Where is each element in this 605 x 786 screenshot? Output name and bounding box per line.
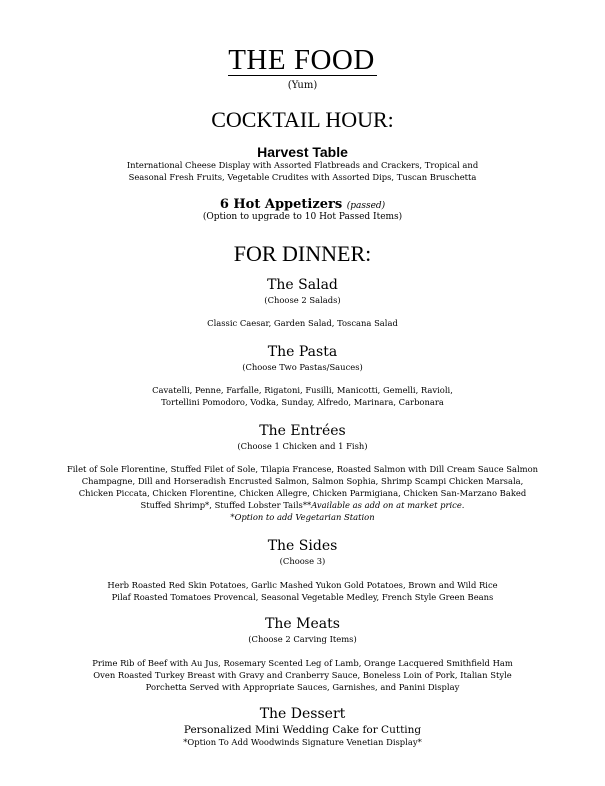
- meats-line-1: Prime Rib of Beef with Au Jus, Rosemary Scented Leg of Lamb, Orange Lacquered Smithfield Ham: [92, 658, 513, 668]
- entrees-line-2: Champagne, Dill and Horseradish Encrusted Salmon, Salmon Sophia, Shrimp Scampi Chicken Marsala,: [81, 476, 524, 486]
- dinner-heading: FOR DINNER:: [233, 241, 372, 266]
- salad-items: Classic Caesar, Garden Salad, Toscana Salad: [207, 318, 398, 328]
- salad-title: The Salad: [267, 277, 338, 293]
- page-title: [0, 44, 605, 77]
- entrees-line-3: Chicken Piccata, Chicken Florentine, Chicken Allegre, Chicken Parmigiana, Chicken San-Marzano Baked: [78, 488, 527, 498]
- entrees-market-note: *Available as add on at market price.: [307, 500, 465, 510]
- harvest-line-1: International Cheese Display with Assorted Flatbreads and Crackers, Tropical and: [126, 160, 479, 170]
- cocktail-heading: COCKTAIL HOUR:: [211, 107, 394, 132]
- meats-title: The Meats: [265, 616, 340, 632]
- entrees-line-4: [0, 500, 605, 512]
- entrees-title: The Entrées: [259, 423, 346, 439]
- appetizers-title: [0, 197, 605, 212]
- appetizers-note: (passed): [346, 201, 386, 211]
- pasta-sub: (Choose Two Pastas/Sauces): [242, 362, 363, 372]
- entrees-line-1: Filet of Sole Florentine, Stuffed Filet of Sole, Tilapia Francese, Roasted Salmon with Dill Cream Sauce Salmon: [66, 464, 539, 474]
- salad-sub: (Choose 2 Salads): [264, 295, 341, 305]
- page-title-text: THE FOOD: [228, 44, 375, 76]
- harvest-title: Harvest Table: [257, 144, 348, 160]
- dessert-line-2: *Option To Add Woodwinds Signature Venetian Display*: [183, 737, 422, 747]
- sides-title: The Sides: [267, 538, 338, 554]
- pasta-line-1: Cavatelli, Penne, Farfalle, Rigatoni, Fusilli, Manicotti, Gemelli, Ravioli,: [152, 385, 453, 395]
- meats-line-3: Porchetta Served with Appropriate Sauces, Garnishes, and Panini Display: [145, 682, 460, 692]
- appetizers-sub: (Option to upgrade to 10 Hot Passed Items): [202, 212, 403, 222]
- pasta-title: The Pasta: [267, 344, 338, 360]
- meats-line-2: Oven Roasted Turkey Breast with Gravy and Cranberry Sauce, Boneless Loin of Pork, Italian Style: [93, 670, 512, 680]
- appetizers-title-text: 6 Hot Appetizers: [219, 197, 343, 212]
- pasta-line-2: Tortellini Pomodoro, Vodka, Sunday, Alfredo, Marinara, Carbonara: [161, 397, 444, 407]
- dessert-line-1: Personalized Mini Wedding Cake for Cutting: [183, 724, 422, 736]
- page-subtitle: (Yum): [287, 80, 318, 91]
- harvest-line-2: Seasonal Fresh Fruits, Vegetable Crudites with Assorted Dips, Tuscan Bruschetta: [128, 172, 477, 182]
- entrees-sub: (Choose 1 Chicken and 1 Fish): [237, 441, 368, 451]
- entrees-line-5: *Option to add Vegetarian Station: [230, 512, 375, 522]
- meats-sub: (Choose 2 Carving Items): [248, 634, 357, 644]
- entrees-line-4-text: Stuffed Shrimp*, Stuffed Lobster Tails*: [140, 500, 308, 510]
- sides-line-2: Pilaf Roasted Tomatoes Provencal, Seasonal Vegetable Medley, French Style Green Beans: [111, 592, 494, 602]
- dessert-title: The Dessert: [259, 706, 346, 722]
- sides-line-1: Herb Roasted Red Skin Potatoes, Garlic Mashed Yukon Gold Potatoes, Brown and Wild Rice: [107, 580, 498, 590]
- sides-sub: (Choose 3): [279, 556, 326, 566]
